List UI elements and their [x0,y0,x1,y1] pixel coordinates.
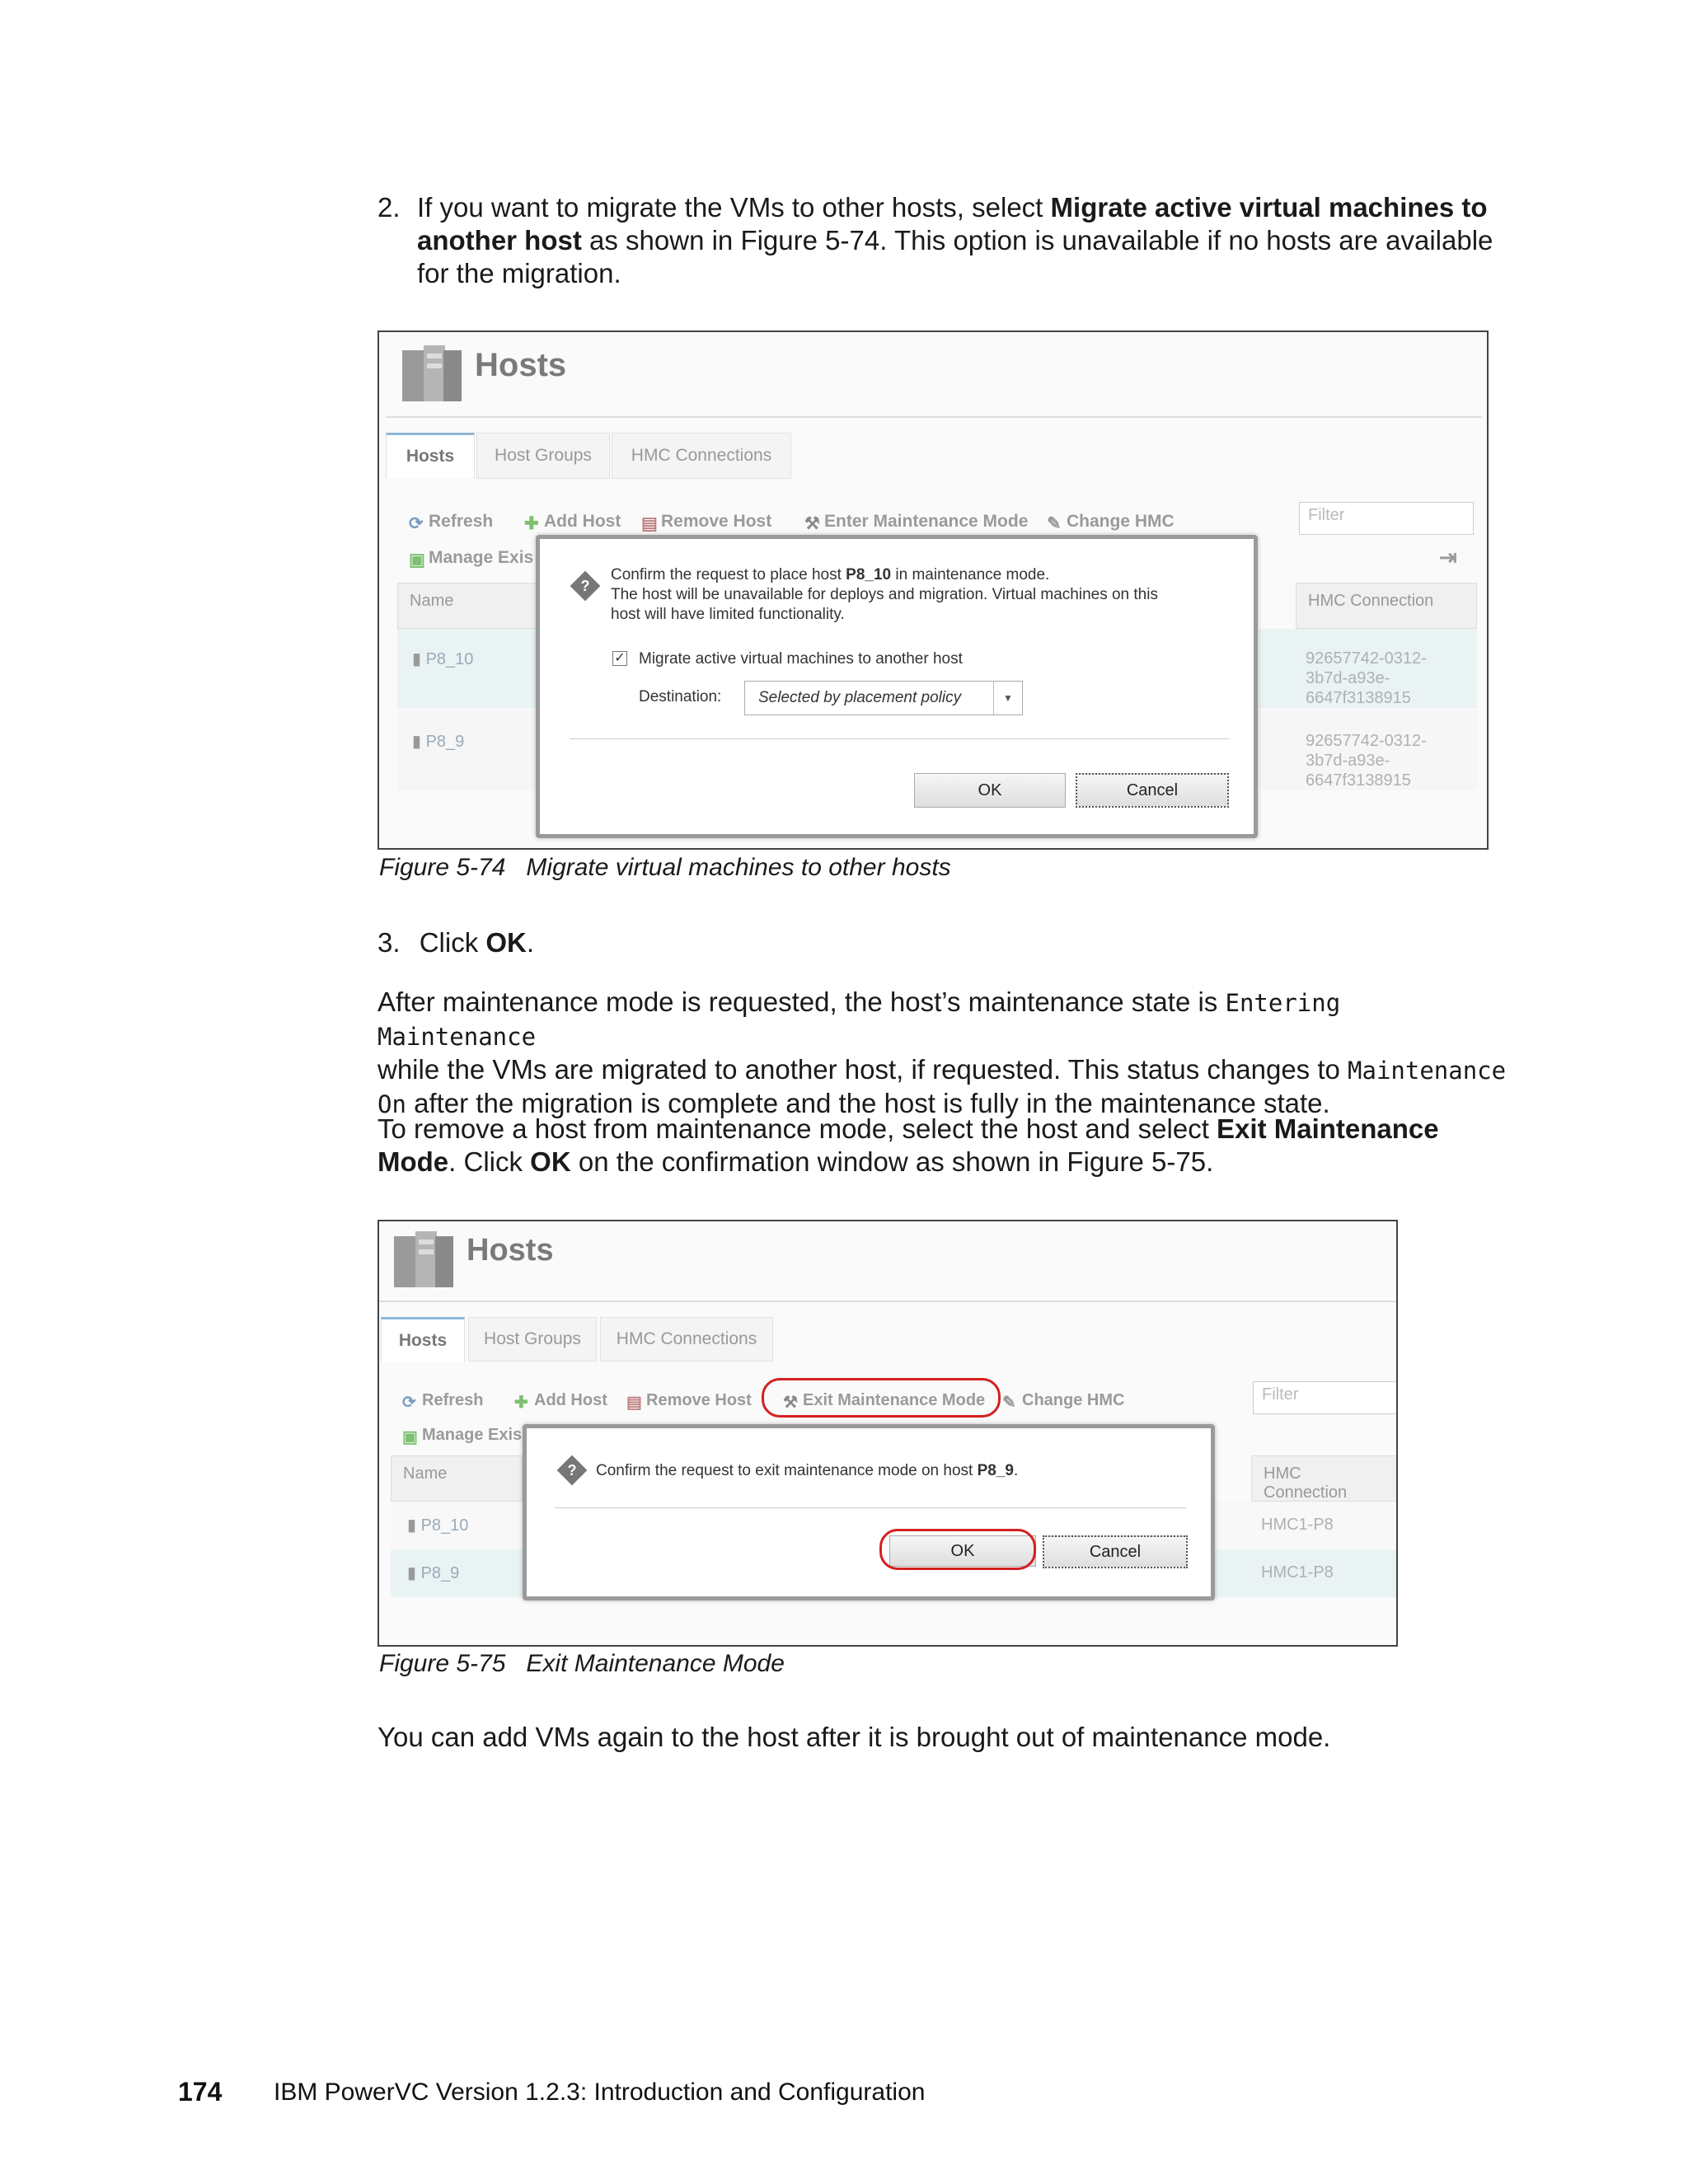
host-icon: ▮ [407,1516,421,1535]
step-number: 2. [377,192,401,223]
filter-input[interactable]: Filter [1253,1381,1398,1414]
ok-button[interactable]: OK [914,773,1066,808]
confirm-dialog [536,535,1258,838]
question-icon: ? [570,571,601,602]
dialog-message: Confirm the request to place host P8_10 in maintenance mode. The host will be unavailable for deploys and migration. Virtual machines on this host will have limited functionality. [611,566,1158,623]
hmc-value: 92657742-0312- 3b7d-a93e- 6647f3138915 [1306,732,1427,790]
wrench-icon: ⚒ [804,514,820,533]
edit-icon: ✎ [1002,1394,1016,1412]
tab-host-groups[interactable]: Host Groups [476,433,610,479]
ok-button[interactable]: OK [889,1535,1036,1567]
figure-5-74-caption: Figure 5-74 Migrate virtual machines to other hosts [379,854,951,881]
tab-hmc-connections[interactable]: HMC Connections [612,433,791,479]
maintenance-state-paragraph: After maintenance mode is requested, the host’s maintenance state is Entering Maintenance while the VMs are migrated to another host, if requested. This status changes to Maintenance On after the migration is complete and the host is fully in the maintenance state. [377,987,1507,1118]
table-row[interactable]: ▮ P8_10 [412,650,474,668]
chevron-down-icon: ▼ [993,682,1022,715]
step-2: 2. If you want to migrate the VMs to other hosts, select Migrate active virtual machines to another host as shown in Figure 5-74. This option is unavailable if no hosts are available for the migration. [377,192,1493,288]
host-icon: ▮ [412,733,426,751]
cancel-button[interactable]: Cancel [1043,1535,1188,1568]
destination-label: Destination: [639,688,722,705]
tab-hosts[interactable]: Hosts [386,433,475,478]
host-icon: ▮ [407,1564,421,1582]
table-row[interactable]: ▮ P8_10 [407,1516,469,1535]
wrench-icon: ⚒ [783,1394,798,1412]
footer-title: IBM PowerVC Version 1.2.3: Introduction and Configuration [274,2079,926,2106]
exit-maintenance-button[interactable]: ⚒ Exit Maintenance Mode [783,1391,986,1412]
tab-hosts[interactable]: Hosts [381,1317,465,1362]
tab-host-groups[interactable]: Host Groups [468,1317,597,1361]
table-row[interactable]: ▮ P8_9 [407,1564,460,1582]
hmc-value: HMC1-P8 [1261,1563,1334,1582]
manage-existing-button[interactable]: ▣ Manage Exis [402,1426,523,1446]
add-host-button[interactable]: ✚ Add Host [524,512,621,533]
manage-existing-button[interactable]: ▣ Manage Exis [409,548,534,569]
plus-icon: ✚ [524,514,539,533]
manage-icon: ▣ [409,551,425,569]
remove-host-button[interactable]: ▤ Remove Host [626,1391,752,1412]
cancel-button[interactable]: Cancel [1076,773,1229,808]
table-row[interactable]: ▮ P8_9 [412,733,465,751]
figure-5-75-caption: Figure 5-75 Exit Maintenance Mode [379,1650,785,1677]
closing-paragraph: You can add VMs again to the host after it is brought out of maintenance mode. [377,1722,1331,1752]
app-title: Hosts [475,347,567,383]
hmc-value: HMC1-P8 [1261,1516,1334,1534]
server-icon [391,1226,457,1292]
change-hmc-button[interactable]: ✎ Change HMC [1047,512,1175,533]
figure-5-74 [377,330,1489,850]
column-header-name[interactable]: Name [391,1455,523,1502]
refresh-icon: ⟳ [409,514,424,533]
confirm-dialog [523,1424,1215,1601]
app-title: Hosts [467,1233,554,1268]
server-icon [399,340,465,406]
plus-icon: ✚ [514,1394,528,1412]
edit-icon: ✎ [1047,514,1062,533]
refresh-icon: ⟳ [402,1394,416,1412]
filter-input[interactable]: Filter [1299,502,1474,535]
dialog-message: Confirm the request to exit maintenance mode on host P8_9. [596,1462,1019,1479]
column-header-hmc[interactable]: HMC Connection [1296,583,1477,629]
remove-icon: ▤ [641,514,658,533]
enter-maintenance-button[interactable]: ⚒ Enter Maintenance Mode [804,512,1029,533]
refresh-button[interactable]: ⟳ Refresh [409,512,494,533]
remove-icon: ▤ [626,1394,642,1412]
page-number: 174 [178,2077,223,2107]
host-icon: ▮ [412,650,426,668]
step-3: 3. Click OK. [377,927,535,958]
column-settings-icon[interactable]: ⇥ [1439,545,1457,569]
question-icon: ? [557,1455,588,1486]
ok-highlight [879,1529,1036,1570]
step-2-option: Migrate active virtual machines to another host [417,192,1488,255]
change-hmc-button[interactable]: ✎ Change HMC [1002,1391,1125,1412]
migrate-checkbox-label: Migrate active virtual machines to another host [639,650,963,668]
hmc-value: 92657742-0312- 3b7d-a93e- 6647f3138915 [1306,649,1427,707]
destination-select[interactable]: Selected by placement policy ▼ [744,681,1023,715]
column-header-name[interactable]: Name [397,583,547,629]
refresh-button[interactable]: ⟳ Refresh [402,1391,484,1412]
exit-maintenance-highlight [762,1378,1001,1418]
add-host-button[interactable]: ✚ Add Host [514,1391,607,1412]
tab-hmc-connections[interactable]: HMC Connections [600,1317,773,1361]
remove-host-button[interactable]: ▤ Remove Host [641,512,772,533]
manage-icon: ▣ [402,1428,418,1446]
figure-5-75 [377,1220,1398,1647]
migrate-checkbox[interactable]: ✓ [612,651,627,666]
exit-maintenance-paragraph: To remove a host from maintenance mode, select the host and select Exit Maintenance Mode. Click OK on the confirmation window as shown in Figure 5-75. [377,1113,1439,1177]
column-header-hmc[interactable]: HMC Connection [1251,1455,1398,1502]
